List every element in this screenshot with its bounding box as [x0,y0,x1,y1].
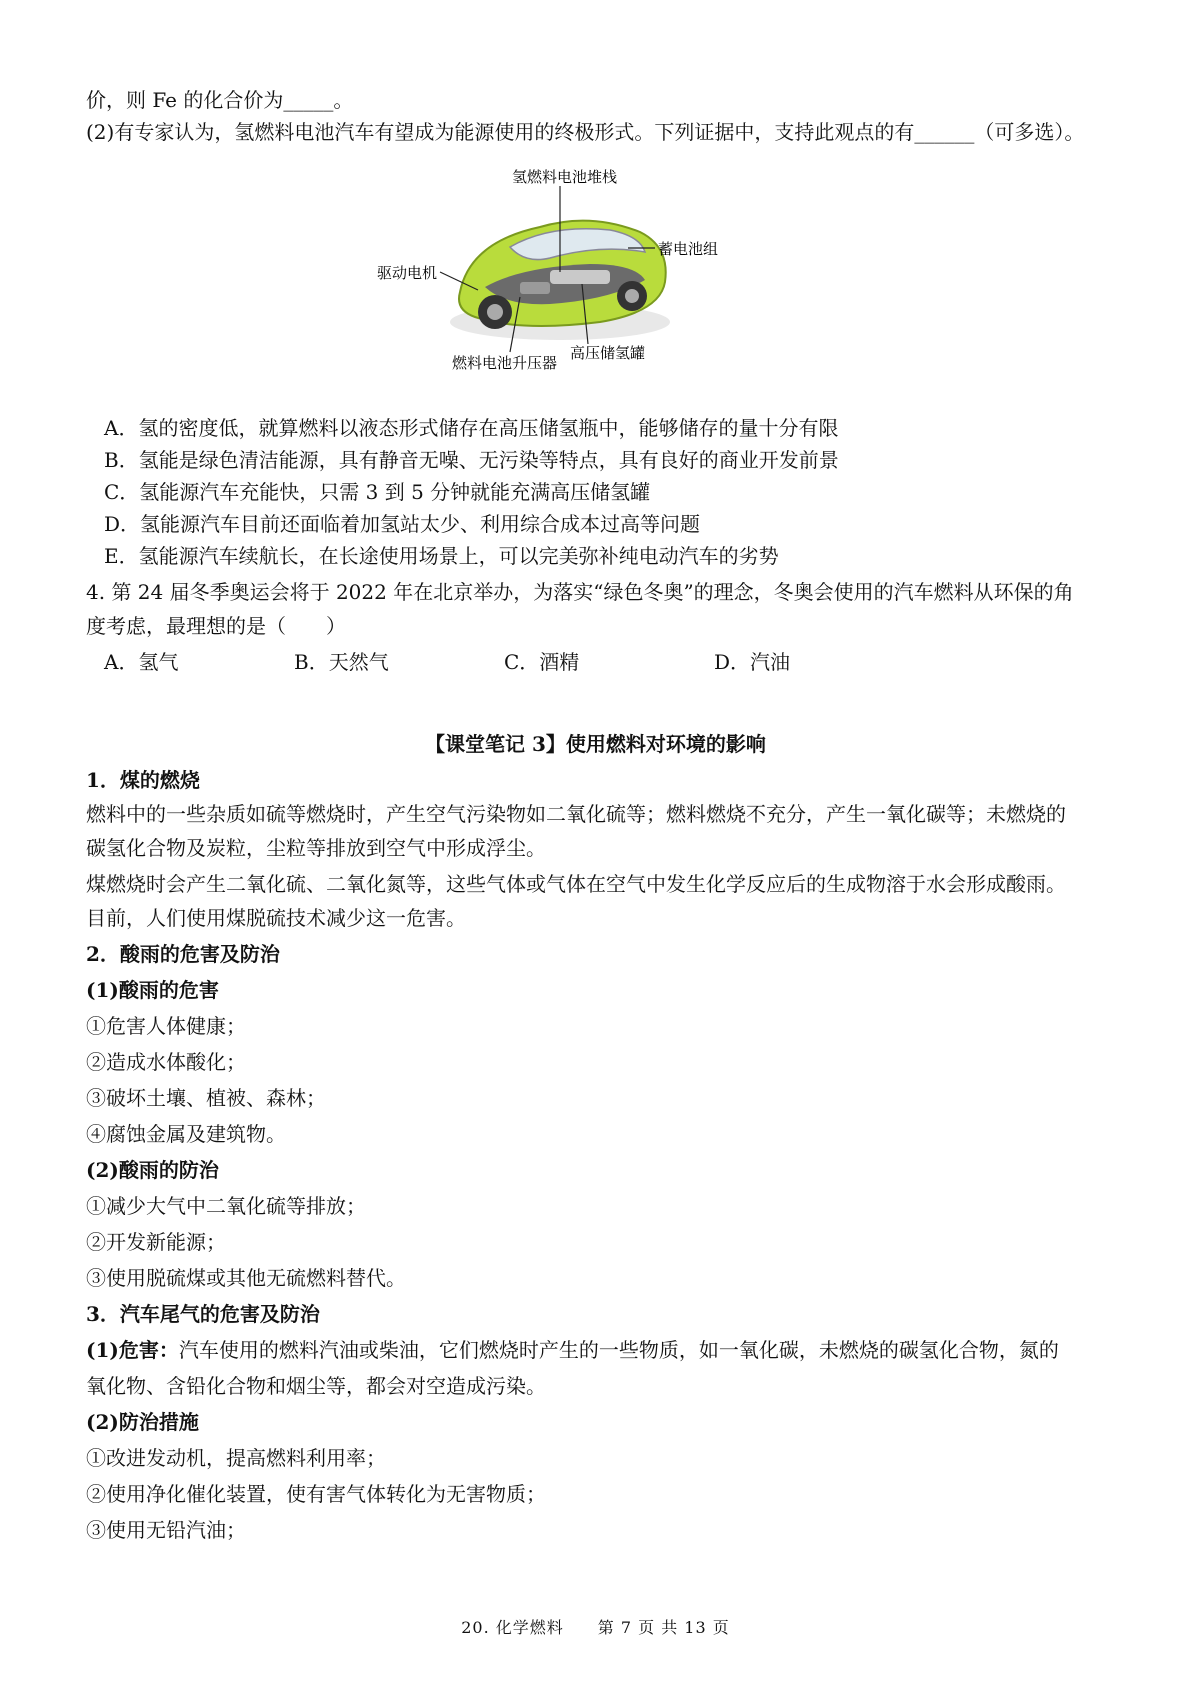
list-item: ②开发新能源； [86,1230,226,1254]
question-4-options [104,648,1004,676]
list-item: ①危害人体健康； [86,1014,246,1038]
label-fuel-cell-stack: 氢燃料电池堆栈 [512,168,618,186]
label-drive-motor: 驱动电机 [377,264,438,282]
option-b: B．氢能是绿色清洁能源，具有静音无噪、无污染等特点，具有良好的商业开发前景 [104,448,839,472]
fuel-cell-car-figure [377,168,720,400]
paragraph: 氧化物、含铅化合物和烟尘等，都会对空造成污染。 [86,1374,546,1398]
label-battery-pack: 蓄电池组 [658,240,719,258]
heading-exhaust: 3．汽车尾气的危害及防治 [86,1302,320,1326]
section-title: 【课堂笔记 3】使用燃料对环境的影响 [425,732,766,756]
list-item: ④腐蚀金属及建筑物。 [86,1122,286,1146]
fuel-cell-stack [520,282,550,294]
list-item: ③使用脱硫煤或其他无硫燃料替代。 [86,1266,406,1290]
heading-coal-combustion: 1．煤的燃烧 [86,768,200,792]
text-line: 价，则 Fe 的化合价为_____。 [86,88,354,112]
inline-text: 汽车使用的燃料汽油或柴油，它们燃烧时产生的一些物质，如一氧化碳，未燃烧的碳氢化合物，氮的 [178,1338,1059,1362]
subheading-exhaust-prevention: (2)防治措施 [86,1410,199,1434]
list-item: ②使用净化催化装置，使有害气体转化为无害物质； [86,1482,546,1506]
label-fuel-cell-booster: 燃料电池升压器 [452,354,558,372]
option-c: C．氢能源汽车充能快，只需 3 到 5 分钟就能充满高压储氢罐 [104,480,651,504]
paragraph: 碳氢化合物及炭粒，尘粒等排放到空气中形成浮尘。 [86,836,546,860]
list-item: ③使用无铅汽油； [86,1518,246,1542]
label-hydrogen-tank: 高压储氢罐 [570,344,646,362]
question-4-stem-cont: 度考虑，最理想的是（ ） [86,614,346,638]
question-2-stem: (2)有专家认为，氢燃料电池汽车有望成为能源使用的终极形式。下列证据中，支持此观点的有______（可多选）。 [86,120,1085,144]
paragraph-exhaust-harm [86,1336,1116,1364]
question-4-stem: 4. 第 24 届冬季奥运会将于 2022 年在北京举办，为落实“绿色冬奥”的理念，冬奥会使用的汽车燃料从环保的角 [86,580,1074,604]
list-item: ②造成水体酸化； [86,1050,246,1074]
list-item: ①改进发动机，提高燃料利用率； [86,1446,386,1470]
paragraph: 燃料中的一些杂质如硫等燃烧时，产生空气污染物如二氧化硫等；燃料燃烧不充分，产生一氧化碳等；未燃烧的 [86,802,1066,826]
battery-pack [550,270,610,284]
subheading-acid-rain-harm: (1)酸雨的危害 [86,978,219,1002]
page-footer: 20. 化学燃料 第 7 页 共 13 页 [461,1618,730,1637]
option-a: A．氢的密度低，就算燃料以液态形式储存在高压储氢瓶中，能够储存的量十分有限 [104,416,839,440]
option-d: D．氢能源汽车目前还面临着加氢站太少、利用综合成本过高等问题 [104,512,701,536]
car-illustration [377,168,720,400]
q4-option-a: A．氢气 [104,650,179,674]
list-item: ③破坏土壤、植被、森林； [86,1086,326,1110]
paragraph: 煤燃烧时会产生二氧化硫、二氧化氮等，这些气体或气体在空气中发生化学反应后的生成物溶于水会形成酸雨。 [86,872,1066,896]
inline-label: (1)危害： [86,1338,179,1362]
q4-option-b: B．天然气 [294,650,389,674]
q4-option-d: D．汽油 [714,650,791,674]
list-item: ①减少大气中二氧化硫等排放； [86,1194,366,1218]
q4-option-c: C．酒精 [504,650,580,674]
heading-acid-rain: 2．酸雨的危害及防治 [86,942,280,966]
subheading-acid-rain-prevention: (2)酸雨的防治 [86,1158,219,1182]
paragraph: 目前，人们使用煤脱硫技术减少这一危害。 [86,906,466,930]
option-e: E．氢能源汽车续航长，在长途使用场景上，可以完美弥补纯电动汽车的劣势 [104,544,779,568]
